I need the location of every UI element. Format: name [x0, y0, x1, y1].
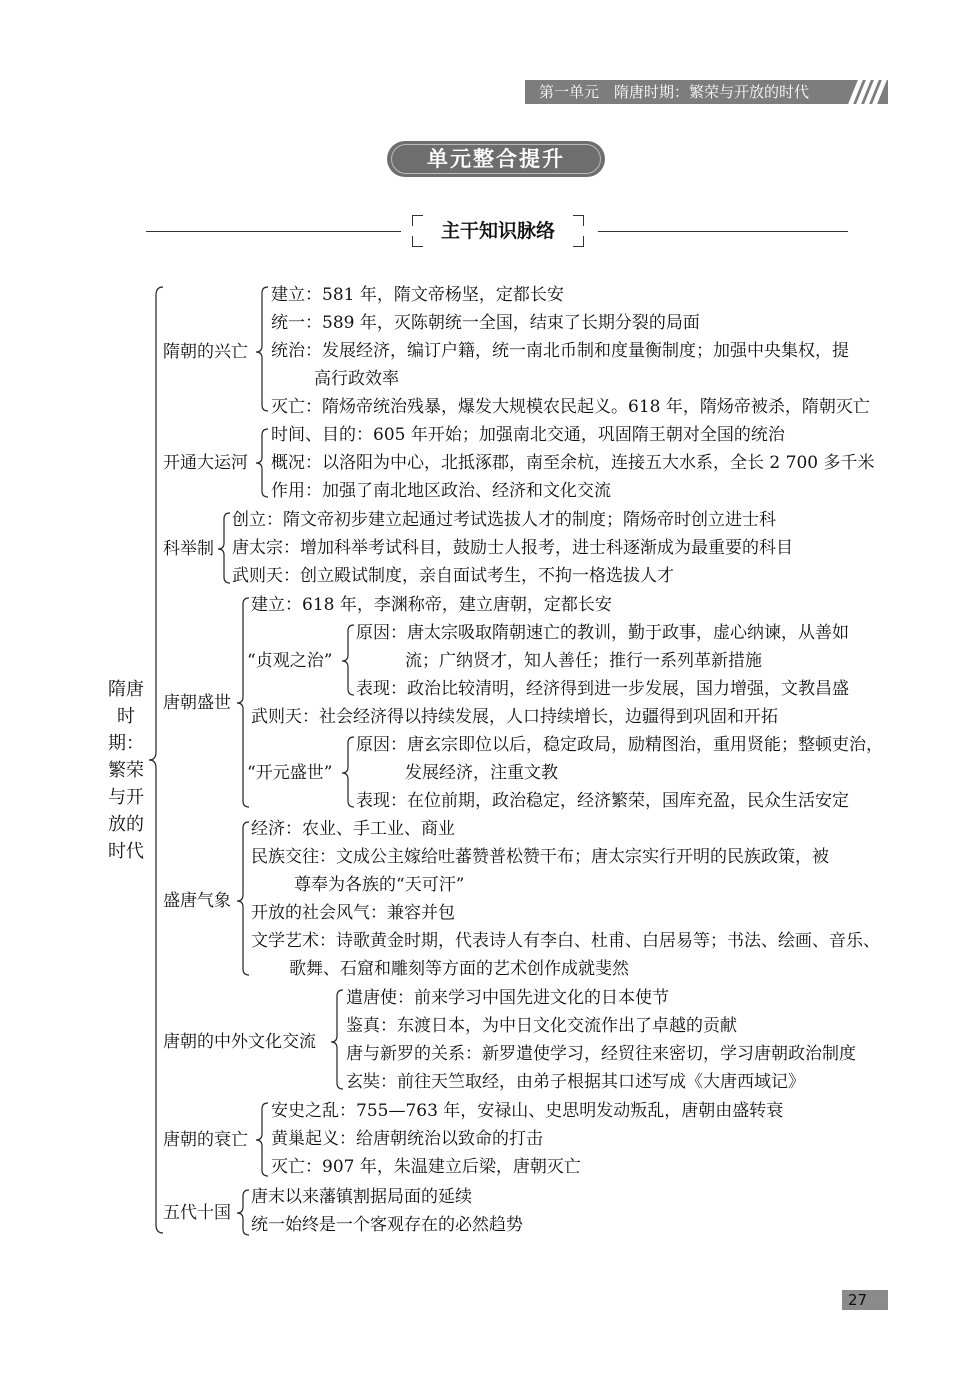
- list-item: 时间、目的：605 年开始；加强南北交通，巩固隋王朝对全国的统治: [271, 425, 785, 445]
- list-item: 灭亡：907 年，朱温建立后梁，唐朝灭亡: [271, 1157, 581, 1177]
- unit-title: 单元整合提升: [387, 141, 605, 177]
- branch-label-keju: 科举制: [163, 539, 214, 559]
- list-item: 鉴真：东渡日本，为中日文化交流作出了卓越的贡献: [346, 1016, 737, 1036]
- list-item: 唐与新罗的关系：新罗遣使学习，经贸往来密切，学习唐朝政治制度: [346, 1044, 856, 1064]
- list-item: 表现：政治比较清明，经济得到进一步发展，国力增强，文教昌盛: [356, 679, 849, 699]
- list-item-continued: 发展经济，注重文教: [405, 763, 558, 783]
- sub-branch-label-zhenguan: “贞观之治”: [247, 651, 333, 671]
- branch-label-tang: 唐朝盛世: [163, 693, 231, 713]
- branch-label-wudai: 五代十国: [163, 1203, 231, 1223]
- brace-kaiyuan: [342, 737, 354, 807]
- brace-decline: [256, 1103, 268, 1176]
- list-item: 文学艺术：诗歌黄金时期，代表诗人有李白、杜甫、白居易等；书法、绘画、音乐、: [251, 931, 880, 951]
- list-item: 武则天：社会经济得以持续发展，人口持续增长，边疆得到巩固和开拓: [251, 707, 778, 727]
- list-item: 开放的社会风气：兼容并包: [251, 903, 455, 923]
- list-item: 统治：发展经济，编订户籍，统一南北币制和度量衡制度；加强中央集权，提: [271, 341, 849, 361]
- list-item: 统一：589 年，灭陈朝统一全国，结束了长期分裂的局面: [271, 313, 700, 333]
- list-item: 表现：在位前期，政治稳定，经济繁荣，国库充盈，民众生活安定: [356, 791, 849, 811]
- branch-label-canal: 开通大运河: [163, 453, 248, 473]
- list-item: 唐太宗：增加科举考试科目，鼓励士人报考，进士科逐渐成为最重要的科目: [232, 538, 793, 558]
- list-item: 遣唐使：前来学习中国先进文化的日本使节: [346, 988, 669, 1008]
- branch-label-decline: 唐朝的衰亡: [163, 1130, 248, 1150]
- brace-keju: [218, 513, 230, 583]
- section-title-text: 主干知识脉络: [440, 220, 555, 242]
- list-item: 武则天：创立殿试制度，亲自面试考生，不拘一格选拔人才: [232, 566, 674, 586]
- list-item: 安史之乱：755—763 年，安禄山、史思明发动叛乱，唐朝由盛转衰: [271, 1101, 784, 1121]
- branch-label-exchange: 唐朝的中外文化交流: [163, 1032, 316, 1052]
- branch-label-sui: 隋朝的兴亡: [163, 342, 248, 362]
- brace-exchange: [331, 990, 343, 1089]
- brace-zhenguan: [342, 625, 354, 695]
- sub-branch-label-kaiyuan: “开元盛世”: [247, 763, 333, 783]
- list-item: 原因：唐玄宗即位以后，稳定政局，励精图治，重用贤能；整顿吏治，: [356, 735, 883, 755]
- list-item-continued: 高行政效率: [314, 369, 399, 389]
- running-header-title: 第一单元 隋唐时期：繁荣与开放的时代: [539, 83, 810, 101]
- list-item-continued: 尊奉为各族的“天可汗”: [294, 875, 465, 895]
- list-item: 作用：加强了南北地区政治、经济和文化交流: [271, 481, 611, 501]
- list-item: 唐末以来藩镇割据局面的延续: [251, 1187, 472, 1207]
- root-topic: 隋唐 时期： 繁荣 与开 放的 时代: [108, 679, 144, 862]
- list-item: 民族交往：文成公主嫁给吐蕃赞普松赞干布；唐太宗实行开明的民族政策，被: [251, 847, 829, 867]
- list-item: 建立：581 年，隋文帝杨坚，定都长安: [271, 285, 564, 305]
- list-item: 统一始终是一个客观存在的必然趋势: [251, 1215, 523, 1235]
- list-item-continued: 歌舞、石窟和雕刻等方面的艺术创作成就斐然: [289, 959, 629, 979]
- list-item-continued: 流；广纳贤才，知人善任；推行一系列革新措施: [405, 651, 762, 671]
- brace-canal: [256, 429, 268, 497]
- branch-label-shengtang: 盛唐气象: [163, 891, 231, 911]
- page-number: 27: [842, 1290, 888, 1310]
- list-item: 玄奘：前往天竺取经，由弟子根据其口述写成《大唐西域记》: [346, 1072, 805, 1092]
- list-item: 经济：农业、手工业、商业: [251, 819, 455, 839]
- list-item: 黄巢起义：给唐朝统治以致命的打击: [271, 1129, 543, 1149]
- list-item: 创立：隋文帝初步建立起通过考试选拔人才的制度；隋炀帝时创立进士科: [232, 510, 776, 530]
- brace-wudai: [237, 1190, 249, 1235]
- list-item: 建立：618 年，李渊称帝，建立唐朝，定都长安: [251, 595, 612, 615]
- list-item: 概况：以洛阳为中心，北抵涿郡，南至余杭，连接五大水系，全长 2 700 多千米: [271, 453, 875, 473]
- brace-shengtang: [237, 822, 249, 975]
- brace-sui: [256, 287, 268, 411]
- list-item: 灭亡：隋炀帝统治残暴，爆发大规模农民起义。618 年，隋炀帝被杀，隋朝灭亡: [271, 397, 870, 417]
- root-brace: [149, 287, 163, 1233]
- list-item: 原因：唐太宗吸取隋朝速亡的教训，勤于政事，虚心纳谏，从善如: [356, 623, 849, 643]
